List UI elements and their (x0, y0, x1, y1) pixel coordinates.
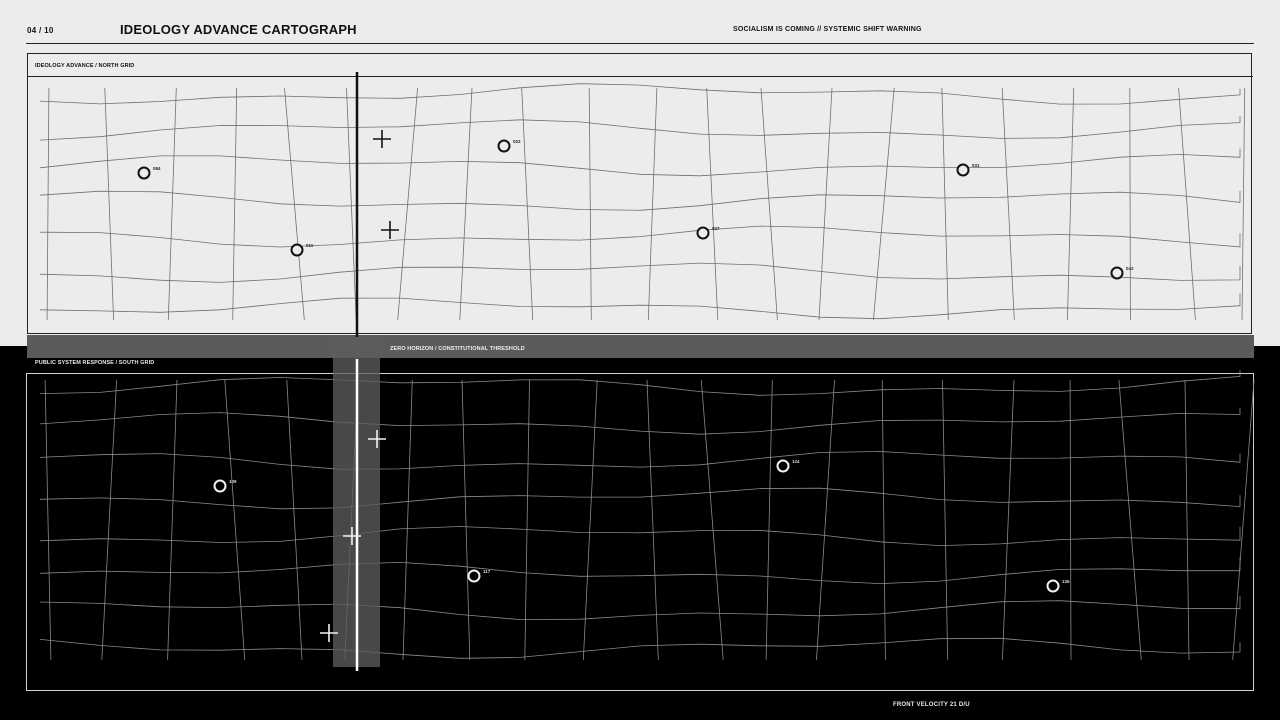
node-marker-circle[interactable] (778, 461, 789, 472)
node-marker-circle[interactable] (698, 228, 709, 239)
grid-row-line (40, 408, 1240, 434)
grid-row-line (40, 293, 1240, 319)
node-marker-circle[interactable] (499, 141, 510, 152)
grid-column-line (1067, 88, 1073, 320)
grid-column-line (525, 380, 530, 660)
grid-column-line (1130, 88, 1131, 320)
grid-column-line (1179, 88, 1196, 320)
grid-column-line (347, 88, 357, 320)
grid-row-line (40, 638, 1240, 658)
page-counter: 04 / 10 (27, 26, 54, 35)
node-marker-id: 124 (792, 459, 800, 464)
grid-column-line (766, 380, 772, 660)
grid-column-line (873, 88, 894, 320)
node-marker-id: 011 (306, 243, 314, 248)
grid-row-line (40, 527, 1240, 546)
zero-horizon-label: ZERO HORIZON / CONSTITUTIONAL THRESHOLD (390, 346, 525, 352)
header-alert: SOCIALISM IS COMING // SYSTEMIC SHIFT WARNING (733, 26, 922, 33)
node-marker-circle[interactable] (1112, 268, 1123, 279)
grid-column-line (701, 380, 723, 660)
node-marker-id: 117 (483, 569, 491, 574)
front-velocity-readout: FRONT VELOCITY 21 D/U (893, 702, 970, 708)
grid-column-line (819, 88, 832, 320)
node-marker-id: 022 (513, 139, 521, 144)
grid-column-line (168, 380, 177, 660)
grid-column-line (168, 88, 176, 320)
node-marker-id: 109 (229, 479, 237, 484)
node-marker-id: 027 (712, 226, 720, 231)
grid-row-line (40, 149, 1240, 176)
grid-column-line (943, 380, 948, 660)
grid-column-line (233, 88, 237, 320)
grid-column-line (1119, 380, 1141, 660)
grid-row-line (40, 116, 1240, 140)
grid-row-line (40, 452, 1240, 470)
grid-column-line (1002, 88, 1014, 320)
node-marker-circle[interactable] (1048, 581, 1059, 592)
north-cross-markers (373, 130, 399, 239)
north-node-markers (139, 139, 1135, 279)
grid-column-line (647, 380, 658, 660)
grid-column-line (225, 380, 245, 660)
grid-row-line (40, 557, 1240, 584)
grid-column-line (1185, 380, 1189, 660)
grid-column-line (462, 380, 470, 660)
node-marker-id: 084 (153, 166, 161, 171)
grid-row-line (40, 596, 1240, 619)
grid-row-line (40, 84, 1240, 104)
south-grid-label: PUBLIC SYSTEM RESPONSE / SOUTH GRID (35, 360, 155, 366)
grid-column-line (102, 380, 117, 660)
grid-row-line (40, 191, 1240, 210)
grid-column-line (287, 380, 302, 660)
node-marker-id: 031 (972, 163, 980, 168)
grid-column-line (105, 88, 114, 320)
node-marker-circle[interactable] (469, 571, 480, 582)
node-marker-circle[interactable] (292, 245, 303, 256)
node-marker-circle[interactable] (215, 481, 226, 492)
grid-column-line (882, 380, 885, 660)
grid-column-line (942, 88, 948, 320)
north-grid-lines (40, 84, 1245, 320)
grid-column-line (403, 380, 412, 660)
node-marker-circle[interactable] (958, 165, 969, 176)
grid-row-line (40, 263, 1240, 282)
grid-column-line (761, 88, 777, 320)
grid-column-line (1242, 88, 1245, 320)
node-marker-id: 136 (1062, 579, 1070, 584)
grid-column-line (45, 380, 51, 660)
node-marker-circle[interactable] (139, 168, 150, 179)
grid-column-line (648, 88, 657, 320)
grid-column-line (1070, 380, 1071, 660)
grid-column-line (522, 88, 533, 320)
grid-row-line (40, 226, 1240, 247)
page-title: IDEOLOGY ADVANCE CARTOGRAPH (120, 22, 357, 37)
north-grid-label: IDEOLOGY ADVANCE / NORTH GRID (35, 63, 135, 69)
grid-row-line (40, 370, 1240, 395)
grid-column-line (817, 380, 835, 660)
grid-column-line (1233, 380, 1254, 660)
south-grid-lines (40, 370, 1254, 660)
node-marker-id: 042 (1126, 266, 1134, 271)
grid-column-line (47, 88, 49, 320)
